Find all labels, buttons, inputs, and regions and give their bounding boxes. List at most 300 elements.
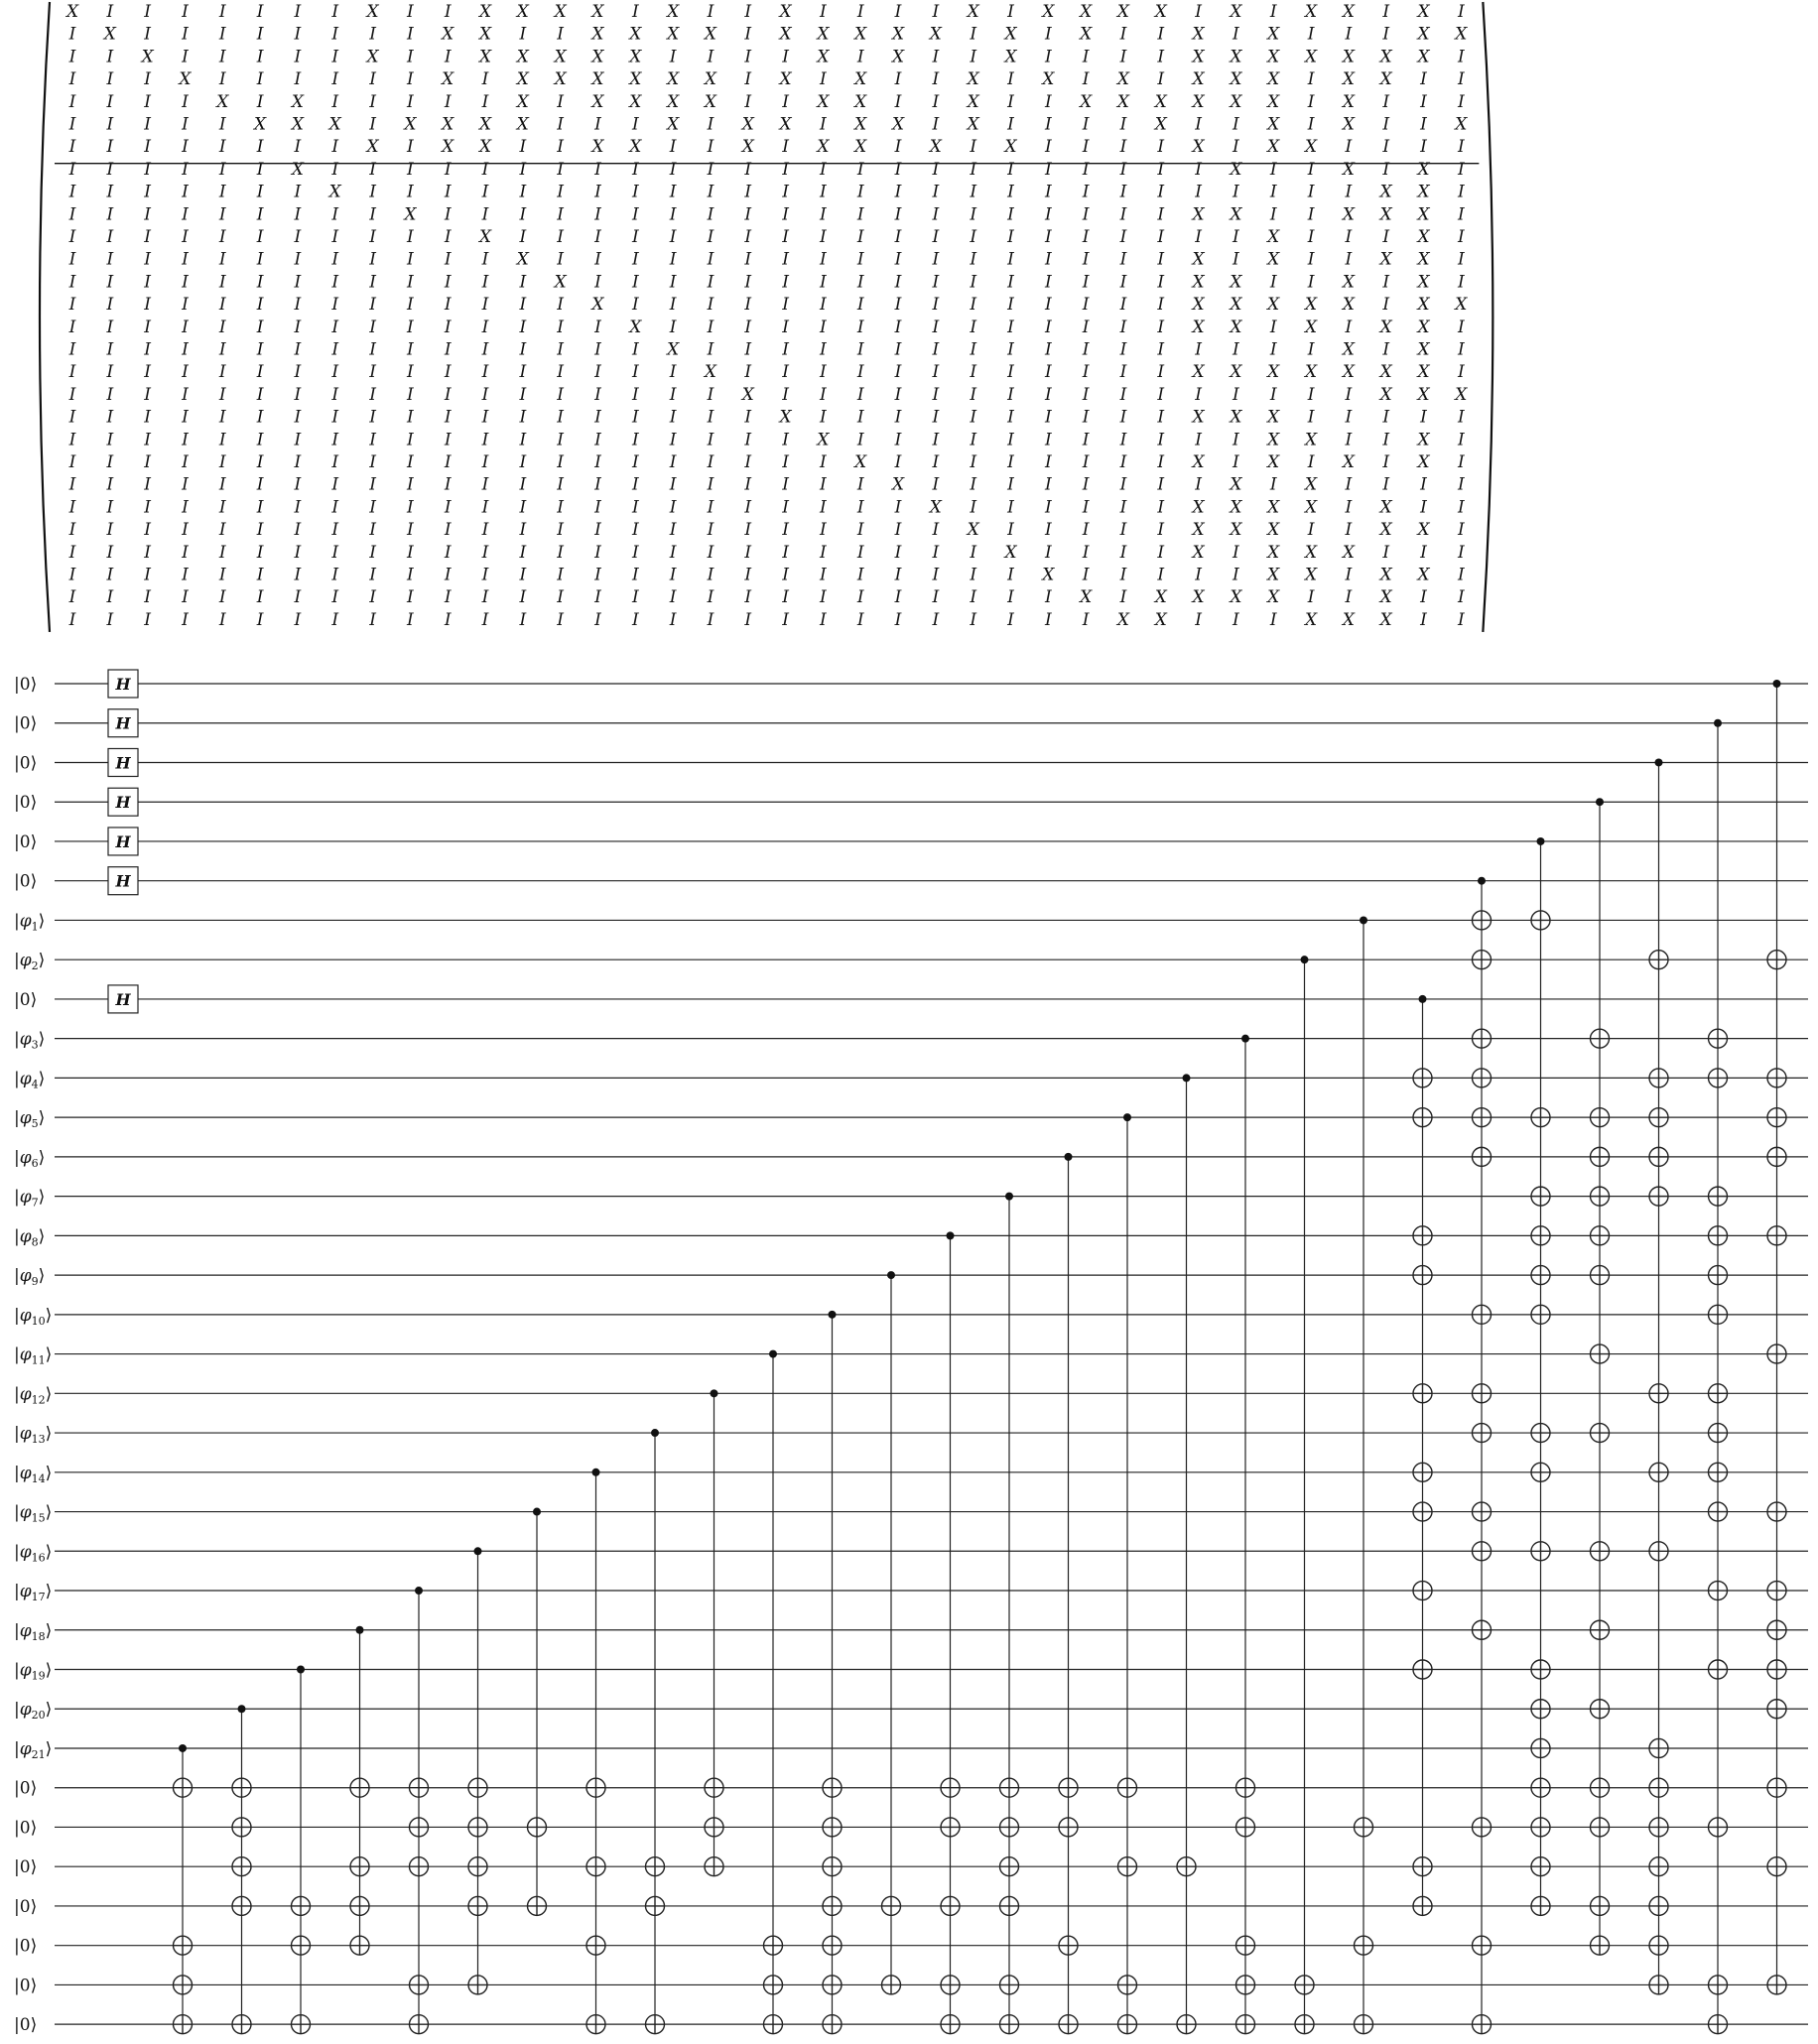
matrix-entry: I [631,384,639,405]
matrix-entry: X [1230,474,1242,495]
matrix-entry: I [444,474,452,495]
target-oplus [1767,951,1786,969]
matrix-entry: I [707,295,714,316]
matrix-entry: X [1004,137,1017,158]
matrix-entry: I [256,204,264,225]
target-oplus [1531,1226,1550,1245]
wire-label: |0⟩ [14,1778,38,1799]
matrix-entry: I [782,520,789,541]
matrix-entry: I [256,137,264,158]
matrix-entry: I [1420,542,1427,563]
matrix-entry: I [820,114,827,135]
matrix-entry: I [707,384,714,405]
target-oplus [1473,951,1492,969]
matrix-entry: I [820,69,827,90]
matrix-entry: X [1192,497,1205,518]
matrix-entry: I [106,47,114,67]
matrix-entry: I [519,182,527,202]
matrix-entry: I [707,182,714,202]
matrix-entry: I [1345,182,1353,202]
matrix-entry: I [218,317,226,337]
matrix-entry: I [820,565,827,585]
matrix-entry: I [444,609,452,630]
matrix-entry: I [782,295,789,316]
matrix-entry: X [817,137,830,158]
matrix-entry: X [704,362,716,383]
matrix-entry: I [182,249,189,270]
matrix-entry: I [331,249,339,270]
matrix-entry: I [182,137,189,158]
matrix-entry: I [1382,339,1390,360]
target-oplus [1767,1660,1786,1679]
matrix-entry: X [1080,2,1093,22]
matrix-entry: I [182,47,189,67]
matrix-entry: I [1457,317,1465,337]
matrix-entry: I [182,272,189,293]
matrix-entry: X [1192,137,1205,158]
matrix-entry: I [369,182,376,202]
control-dot [1301,956,1309,963]
matrix-entry: X [741,114,754,135]
matrix-entry: X [1342,47,1355,67]
matrix-entry: I [407,91,414,112]
target-oplus [1059,1778,1078,1797]
wire-label: $|\varphi_9⟩$ [14,1266,46,1289]
matrix-entry: I [106,497,114,518]
matrix-entry: I [407,2,414,22]
matrix-entry: I [407,295,414,316]
matrix-entry: I [782,565,789,585]
matrix-entry: I [144,407,151,428]
matrix-entry: I [557,137,565,158]
matrix-entry: X [1417,24,1430,45]
target-oplus [1649,1542,1668,1561]
matrix-entry: I [1195,609,1202,630]
matrix-entry: X [779,114,792,135]
matrix-entry: I [894,272,902,293]
matrix-entry: I [1119,227,1127,247]
matrix-entry: X [817,430,830,450]
matrix-entry: I [820,362,827,383]
target-oplus [468,1976,487,1994]
matrix-entry: X [1230,47,1242,67]
matrix-entry: I [68,137,76,158]
control-dot [238,1705,246,1713]
matrix-entry: I [481,520,489,541]
target-oplus [1413,1069,1432,1087]
target-oplus [1591,1700,1610,1719]
matrix-entry: I [1044,452,1052,472]
matrix-entry: I [1307,24,1315,45]
hadamard-label: H [115,871,131,891]
matrix-entry: I [294,452,302,472]
matrix-entry: I [1382,227,1390,247]
matrix-entry: I [970,452,977,472]
matrix-entry: I [256,497,264,518]
matrix-entry: X [1230,272,1242,293]
matrix-entry: I [707,407,714,428]
matrix-entry: I [182,114,189,135]
matrix-entry: I [594,384,601,405]
target-oplus [1473,1305,1492,1324]
matrix-entry: I [218,69,226,90]
matrix-entry: I [1119,24,1127,45]
matrix-entry: X [667,339,680,360]
matrix-entry: X [1116,91,1130,112]
matrix-entry: X [1267,587,1280,608]
matrix-entry: X [1154,91,1167,112]
matrix-entry: I [407,137,414,158]
matrix-entry: I [707,272,714,293]
matrix-entry: I [444,407,452,428]
matrix-entry: I [1119,339,1127,360]
matrix-entry: I [1082,339,1090,360]
matrix-entry: I [744,430,752,450]
matrix-entry: I [744,339,752,360]
matrix-entry: I [106,452,114,472]
matrix-entry: I [894,542,902,563]
matrix-entry: I [1157,272,1165,293]
matrix-entry: I [182,587,189,608]
matrix-entry: X [1305,430,1318,450]
matrix-entry: I [68,565,76,585]
matrix-entry: I [407,430,414,450]
matrix-entry: I [1007,272,1014,293]
matrix-entry: I [631,272,639,293]
matrix-entry: I [594,452,601,472]
hadamard-gate [108,748,138,776]
matrix-entry: X [554,272,567,293]
matrix-entry: I [144,272,151,293]
target-oplus [1709,1384,1728,1403]
target-oplus [586,1857,605,1876]
wire-label: $|\varphi_3⟩$ [14,1029,46,1052]
wire-label: |0⟩ [14,2015,38,2036]
matrix-entry: I [782,452,789,472]
matrix-entry: I [369,384,376,405]
matrix-entry: X [1192,249,1205,270]
matrix-entry: I [1307,249,1315,270]
matrix-entry: I [669,362,677,383]
matrix-entry: I [1119,317,1127,337]
target-oplus [823,1936,842,1955]
matrix-entry: I [218,407,226,428]
target-oplus [1709,1660,1728,1679]
matrix-entry: I [1082,295,1090,316]
target-oplus [1000,1778,1019,1797]
matrix-entry: I [1119,384,1127,405]
matrix-entry: I [1044,520,1052,541]
matrix-entry: I [407,339,414,360]
matrix-entry: I [970,295,977,316]
right-paren [1483,2,1493,632]
matrix-entry: I [932,204,940,225]
matrix-entry: I [218,339,226,360]
matrix-entry: I [932,474,940,495]
matrix-entry: I [1420,587,1427,608]
matrix-entry: I [557,295,565,316]
matrix-entry: I [1157,452,1165,472]
matrix-entry: I [1269,272,1277,293]
matrix-entry: I [1082,159,1090,180]
wire-label: |0⟩ [14,713,38,734]
target-oplus [941,1778,960,1797]
matrix-entry: I [1082,430,1090,450]
matrix-entry: I [932,339,940,360]
target-oplus [1709,1069,1728,1087]
matrix-entry: I [744,520,752,541]
matrix-entry: I [744,24,752,45]
matrix-entry: X [1379,520,1392,541]
matrix-entry: I [481,542,489,563]
target-oplus [764,1976,783,1994]
matrix-entry: I [631,362,639,383]
matrix-entry: X [1417,159,1430,180]
matrix-entry: I [631,204,639,225]
matrix-entry: I [856,474,864,495]
matrix-entry: I [1119,182,1127,202]
matrix-entry: I [594,497,601,518]
matrix-entry: I [932,249,940,270]
matrix-entry: I [256,159,264,180]
matrix-entry: I [782,362,789,383]
circuit-diagram [14,670,1808,2035]
target-oplus [1236,1976,1255,1994]
matrix-entry: I [1007,295,1014,316]
matrix-entry: I [1157,249,1165,270]
hadamard-label: H [115,753,131,773]
matrix-entry: I [1044,249,1052,270]
matrix-entry: I [669,317,677,337]
matrix-entry: I [218,430,226,450]
matrix-entry: I [1007,317,1014,337]
matrix-entry: I [1044,609,1052,630]
matrix-entry: I [331,474,339,495]
matrix-entry: X [1417,2,1430,22]
matrix-entry: I [1307,520,1315,541]
matrix-entry: I [369,430,376,450]
matrix-entry: I [481,204,489,225]
matrix-entry: I [519,497,527,518]
matrix-entry: I [481,91,489,112]
matrix-entry: I [106,587,114,608]
matrix-entry: I [218,384,226,405]
matrix-entry: X [629,69,642,90]
target-oplus [823,1896,842,1915]
matrix-entry: I [1307,227,1315,247]
matrix-entry: I [1195,384,1202,405]
matrix-entry: I [970,497,977,518]
matrix-entry: I [820,295,827,316]
matrix-entry: I [1007,565,1014,585]
matrix-entry: I [144,565,151,585]
target-oplus [1413,1582,1432,1600]
matrix-entry: X [1417,317,1430,337]
matrix-entry: I [894,317,902,337]
matrix-entry: I [1269,2,1277,22]
matrix-entry: X [179,69,192,90]
matrix-entry: I [1157,137,1165,158]
matrix-entry: I [1345,587,1353,608]
matrix-entry: I [1233,609,1239,630]
matrix-entry: I [744,452,752,472]
matrix-entry: I [1457,159,1465,180]
matrix-entry: I [519,362,527,383]
matrix-entry: X [103,24,116,45]
matrix-entry: I [1082,317,1090,337]
matrix-entry: I [820,384,827,405]
matrix-entry: I [894,430,902,450]
matrix-entry: I [218,609,226,630]
matrix-entry: X [1305,2,1318,22]
matrix-entry: I [481,295,489,316]
matrix-entry: I [106,609,114,630]
matrix-entry: I [369,69,376,90]
matrix-entry: I [594,317,601,337]
matrix-entry: I [444,204,452,225]
matrix-entry: I [820,497,827,518]
multi-target-cnot [174,1744,193,2034]
matrix-entry: I [407,24,414,45]
matrix-entry: I [970,407,977,428]
matrix-entry: I [856,362,864,383]
matrix-entry: I [557,91,565,112]
target-oplus [1591,1108,1610,1127]
matrix-entry: I [407,227,414,247]
matrix-entry: I [407,159,414,180]
matrix-entry: I [557,407,565,428]
target-oplus [1000,1896,1019,1915]
target-oplus [292,1936,311,1955]
matrix-entry: I [294,430,302,450]
matrix-entry: I [1269,609,1277,630]
matrix-entry: X [478,137,492,158]
matrix-entry: X [328,114,341,135]
matrix-entry: X [1154,609,1167,630]
matrix-entry: I [218,114,226,135]
matrix-entry: I [856,272,864,293]
matrix-entry: X [516,249,529,270]
matrix-entry: X [478,47,492,67]
control-dot [297,1666,305,1674]
control-dot [1065,1153,1073,1161]
matrix-entry: I [932,2,940,22]
matrix-entry: X [1379,204,1392,225]
matrix-entry: X [1267,114,1280,135]
matrix-entry: I [519,542,527,563]
control-dot [415,1587,423,1595]
target-oplus [1413,1226,1432,1245]
matrix-entry: I [144,159,151,180]
target-oplus [1709,1502,1728,1521]
matrix-entry: I [182,91,189,112]
matrix-entry: I [256,542,264,563]
matrix-entry: I [331,609,339,630]
matrix-entry: I [782,609,789,630]
matrix-entry: X [704,24,716,45]
target-oplus [1059,2015,1078,2034]
matrix-entry: I [782,249,789,270]
target-oplus [1473,1029,1492,1048]
matrix-entry: I [407,317,414,337]
multi-target-cnot [1059,1153,1078,2034]
matrix-entry: I [331,69,339,90]
matrix-entry: I [557,384,565,405]
target-oplus [1531,1778,1550,1797]
matrix-entry: I [1044,587,1052,608]
matrix-entry: X [1230,520,1242,541]
matrix-entry: I [481,609,489,630]
matrix-entry: X [141,47,154,67]
matrix-entry: I [1457,430,1465,450]
target-oplus [468,1896,487,1915]
target-oplus [232,1896,251,1915]
matrix-entry: I [1382,542,1390,563]
hadamard-label: H [115,989,131,1009]
matrix-entry: I [820,204,827,225]
multi-target-cnot [350,1626,369,1955]
matrix-entry: I [669,137,677,158]
matrix-entry: I [1457,137,1465,158]
matrix-entry: I [1007,249,1014,270]
target-oplus [410,1857,429,1876]
target-oplus [941,1818,960,1837]
matrix-entry: X [1305,474,1318,495]
matrix-entry: I [782,497,789,518]
matrix-entry: I [1307,91,1315,112]
target-oplus [1709,1976,1728,1994]
target-oplus [1531,1896,1550,1915]
target-oplus [1767,1344,1786,1363]
matrix-entry: I [1157,159,1165,180]
matrix-entry: X [554,2,567,22]
matrix-entry: I [294,249,302,270]
matrix-entry: I [669,474,677,495]
matrix-entry: I [444,520,452,541]
multi-target-cnot [941,1231,960,2033]
matrix-entry: X [1192,520,1205,541]
matrix-entry: I [594,272,601,293]
target-oplus [468,1857,487,1876]
matrix-entry: I [1082,204,1090,225]
matrix-entry: X [1379,249,1392,270]
matrix-entry: I [856,182,864,202]
matrix-entry: X [1417,227,1430,247]
matrix-entry: I [407,452,414,472]
target-oplus [1709,1582,1728,1600]
matrix-entry: X [929,24,942,45]
target-oplus [1767,1108,1786,1127]
matrix-entry: I [444,272,452,293]
matrix-entry: I [782,47,789,67]
multi-target-cnot [292,1666,311,2034]
matrix-entry: I [1119,565,1127,585]
matrix-entry: I [144,474,151,495]
matrix-entry: I [294,69,302,90]
matrix-entry: I [894,565,902,585]
matrix-entry: X [967,91,979,112]
matrix-entry: I [707,497,714,518]
matrix-entry: I [481,587,489,608]
target-oplus [586,2015,605,2034]
matrix-entry: I [894,69,902,90]
matrix-entry: X [1379,565,1392,585]
matrix-entry: I [782,204,789,225]
target-oplus [1531,1738,1550,1757]
matrix-entry: I [144,249,151,270]
matrix-entry: I [970,204,977,225]
matrix-entry: I [444,317,452,337]
